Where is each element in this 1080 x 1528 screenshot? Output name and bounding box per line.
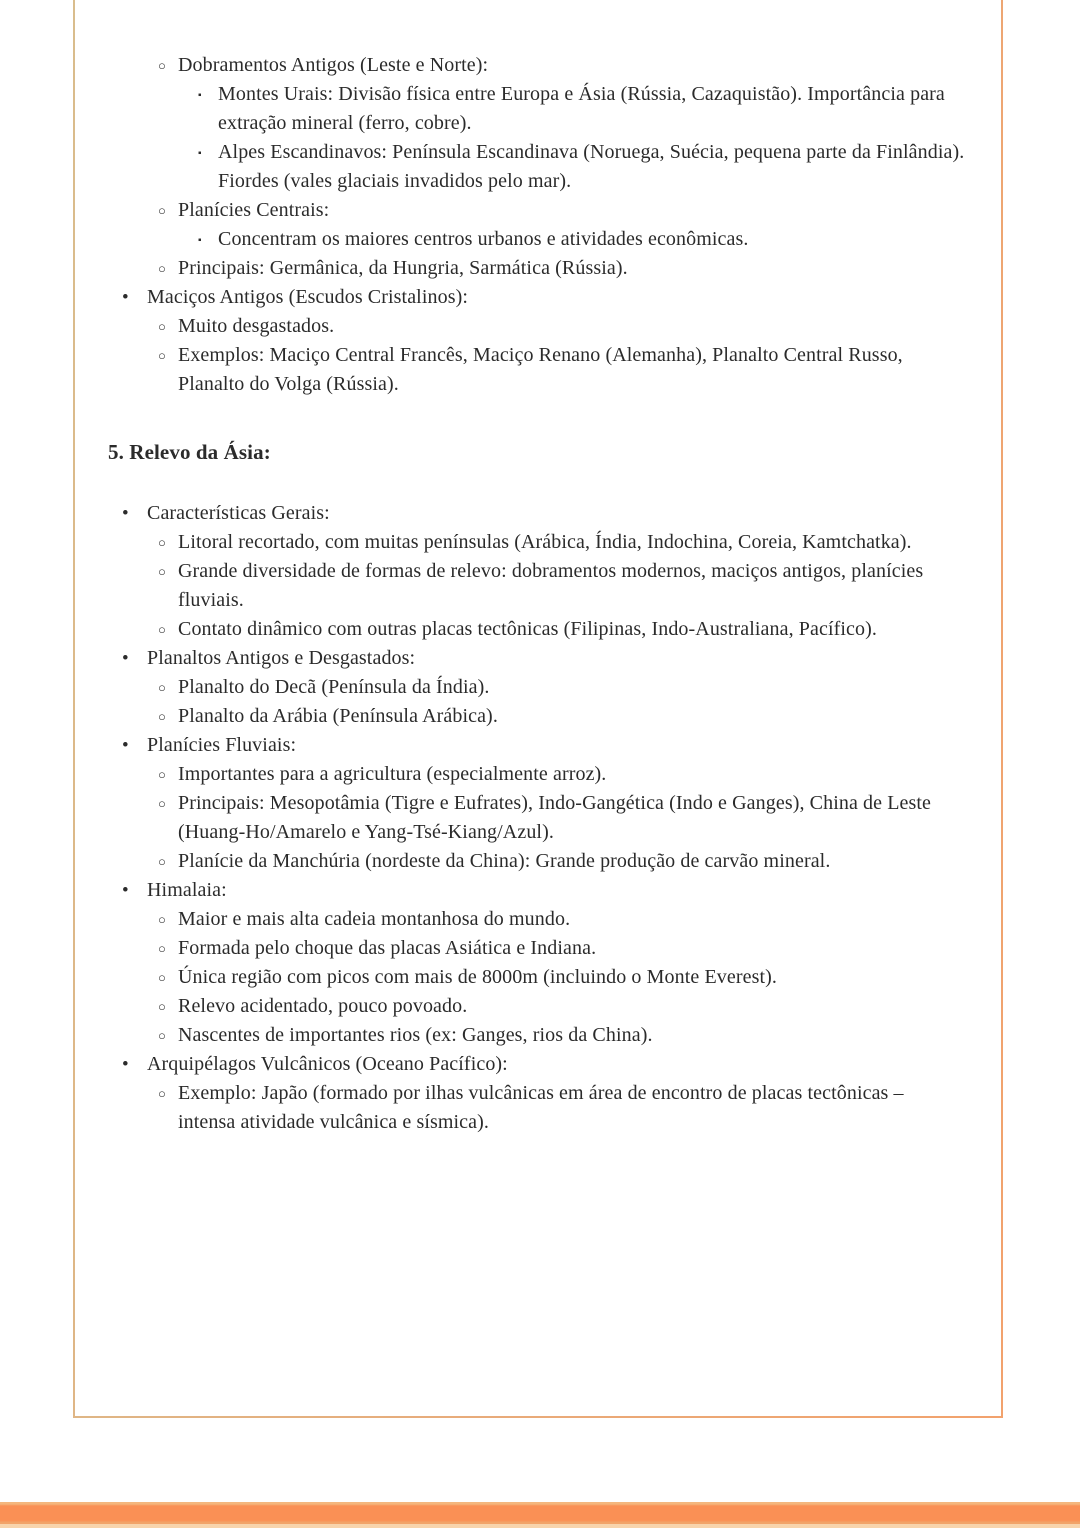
list-item-text: Importantes para a agricultura (especialmente arroz). [178,763,607,785]
bullet-marker-level-2: ○ [158,535,166,550]
list-asia-relief [75,499,965,1137]
list-item-text: Relevo acidentado, pouco povoado. [178,995,468,1017]
list-item-text: Montes Urais: Divisão física entre Europa e Ásia (Rússia, Cazaquistão). Importância para extração mineral (ferro, cobre). [218,83,945,134]
list-item-text: Dobramentos Antigos (Leste e Norte): [178,54,489,76]
bullet-marker-level-2: ○ [158,319,166,334]
list-item [75,673,965,702]
bullet-marker-level-3: ▪ [198,148,202,159]
list-item [75,702,965,731]
list-item [75,731,965,760]
list-item [75,138,965,196]
bullet-marker-level-2: ○ [158,58,166,73]
bullet-marker-level-3: ▪ [198,235,202,246]
list-item [75,1079,965,1137]
list-item [75,789,965,847]
bullet-marker-level-2: ○ [158,1028,166,1043]
bullet-marker-level-2: ○ [158,854,166,869]
bullet-marker-level-2: ○ [158,941,166,956]
list-item [75,905,965,934]
footer-accent-bar [0,1502,1080,1524]
document-content [75,0,965,1137]
list-item [75,992,965,1021]
list-item [75,1021,965,1050]
list-item-text: Exemplos: Maciço Central Francês, Maciço Renano (Alemanha), Planalto Central Russo, Planalto do Volga (Rússia). [178,344,903,395]
list-item-text: Planaltos Antigos e Desgastados: [147,647,416,669]
list-item [75,341,965,399]
bullet-marker-level-2: ○ [158,622,166,637]
list-item-text: Litoral recortado, com muitas penínsulas (Arábica, Índia, Indochina, Coreia, Kamtchatka). [178,531,912,553]
list-item-text: Principais: Germânica, da Hungria, Sarmática (Rússia). [178,257,628,279]
bullet-marker-level-2: ○ [158,767,166,782]
bullet-marker-level-1: • [122,503,129,524]
bullet-marker-level-2: ○ [158,796,166,811]
list-item-text: Arquipélagos Vulcânicos (Oceano Pacífico): [147,1053,508,1075]
list-item [75,644,965,673]
bullet-marker-level-2: ○ [158,970,166,985]
list-item-text: Maior e mais alta cadeia montanhosa do mundo. [178,908,571,930]
list-item [75,934,965,963]
list-item-text: Formada pelo choque das placas Asiática e Indiana. [178,937,597,959]
list-item [75,1050,965,1079]
bullet-marker-level-1: • [122,287,129,308]
list-item-text: Himalaia: [147,879,227,901]
bullet-marker-level-3: ▪ [198,90,202,101]
list-item [75,80,965,138]
bullet-marker-level-2: ○ [158,680,166,695]
list-item [75,615,965,644]
bullet-marker-level-2: ○ [158,261,166,276]
bullet-marker-level-1: • [122,648,129,669]
bullet-marker-level-1: • [122,735,129,756]
list-item-text: Única região com picos com mais de 8000m (incluindo o Monte Everest). [178,966,777,988]
bullet-marker-level-2: ○ [158,999,166,1014]
list-item-text: Concentram os maiores centros urbanos e atividades econômicas. [218,228,749,250]
list-item-text: Maciços Antigos (Escudos Cristalinos): [147,286,468,308]
list-item-text: Muito desgastados. [178,315,335,337]
bullet-marker-level-2: ○ [158,203,166,218]
list-item-text: Características Gerais: [147,502,330,524]
list-item-text: Contato dinâmico com outras placas tectônicas (Filipinas, Indo-Australiana, Pacífico). [178,618,877,640]
section-heading: 5. Relevo da Ásia: [108,440,271,464]
footer-accent-bar-edge [0,1524,1080,1528]
bullet-marker-level-1: • [122,880,129,901]
list-item [75,760,965,789]
list-item-text: Grande diversidade de formas de relevo: dobramentos modernos, maciços antigos, planícies fluviais. [178,560,924,611]
bullet-marker-level-1: • [122,1054,129,1075]
list-item [75,196,965,225]
list-item-text: Planícies Centrais: [178,199,330,221]
list-item [75,876,965,905]
list-europe-relief [75,51,965,399]
list-item [75,499,965,528]
bullet-marker-level-2: ○ [158,912,166,927]
bullet-marker-level-2: ○ [158,1086,166,1101]
list-item [75,225,965,254]
list-item-text: Exemplo: Japão (formado por ilhas vulcânicas em área de encontro de placas tectônicas – intensa atividade vulcânica e sísmica). [178,1082,904,1133]
list-item [75,963,965,992]
list-item-text: Principais: Mesopotâmia (Tigre e Eufrates), Indo-Gangética (Indo e Ganges), China de Leste (Huang-Ho/Amarelo e Yang-Tsé-Kiang/Azul). [178,792,932,843]
list-item [75,254,965,283]
bullet-marker-level-2: ○ [158,564,166,579]
bullet-marker-level-2: ○ [158,348,166,363]
list-item [75,557,965,615]
list-item [75,847,965,876]
list-item-text: Planícies Fluviais: [147,734,297,756]
list-item [75,312,965,341]
list-item-text: Planalto do Decã (Península da Índia). [178,676,490,698]
bullet-marker-level-2: ○ [158,709,166,724]
list-item [75,51,965,80]
list-item-text: Nascentes de importantes rios (ex: Ganges, rios da China). [178,1024,653,1046]
list-item-text: Planície da Manchúria (nordeste da China): Grande produção de carvão mineral. [178,850,831,872]
list-item-text: Planalto da Arábia (Península Arábica). [178,705,498,727]
list-item [75,528,965,557]
list-item-text: Alpes Escandinavos: Península Escandinava (Noruega, Suécia, pequena parte da Finlândia). Fiordes (vales glaciais invadidos pelo mar). [218,141,965,192]
list-item [75,283,965,312]
